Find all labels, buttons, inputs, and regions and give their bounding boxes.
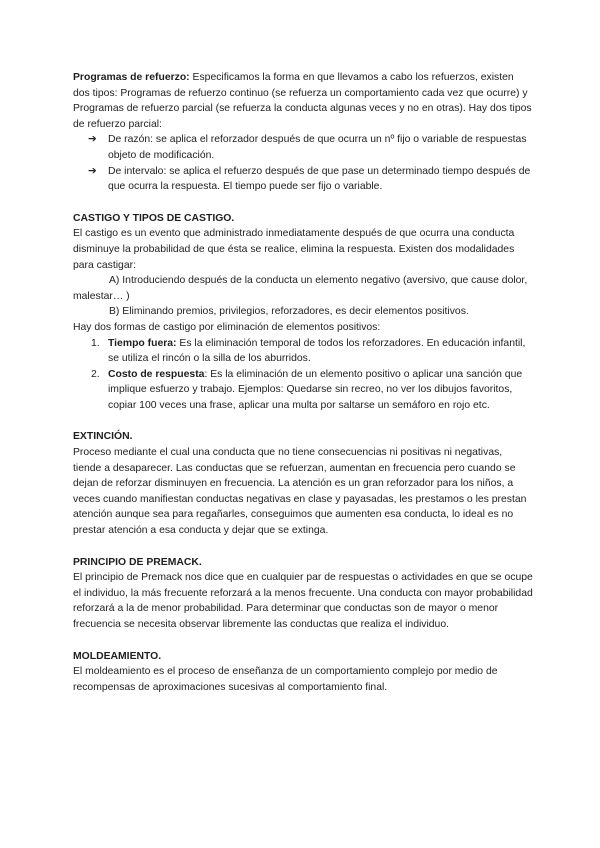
extincion-paragraph: Proceso mediante el cual una conducta que no tiene consecuencias ni positivas ni negativas, tiende a desaparecer. Las conductas que se refuerzan, aumentan en frecuencia pero cuando se dejan de reforzar disminuyen en frecuencia. La atención es un gran reforzador para los niños, a veces cuando manifiestan conductas negativas en clase y payasadas, les prestamos o les prestan atención aunque sea para regañarles, conseguimos que aumenten esa conducta, lo ideal es no prestar atención a esa conducta y dejar que se extinga. bbox=[73, 447, 527, 537]
document-page bbox=[73, 70, 533, 695]
list-text bbox=[108, 336, 533, 367]
list-item bbox=[73, 132, 533, 163]
moldeamiento-heading: MOLDEAMIENTO. bbox=[73, 650, 162, 662]
definition-costo-respuesta: : Es la eliminación de un elemento positivo o aplicar una sanción que implique esfuerzo y trabajo. Ejemplos: Quedarse sin recreo, no ver los dibujos favoritos, copiar 100 veces una frase, aplicar una multa por saltarse un semáforo en rojo etc. bbox=[108, 368, 523, 411]
bullet-text-razon: De razón: se aplica el reforzador después de que ocurra un nº fijo o variable de respuestas objeto de modificación. bbox=[108, 134, 527, 161]
term-tiempo-fuera: Tiempo fuera: bbox=[108, 337, 177, 349]
list-item bbox=[73, 164, 533, 195]
moldeamiento-paragraph: El moldeamiento es el proceso de enseñanza de un comportamiento complejo por medio de recompensas de aproximaciones sucesivas al comportamiento final. bbox=[73, 666, 498, 693]
refuerzo-title: Programas de refuerzo: bbox=[73, 72, 190, 83]
definition-tiempo-fuera: Es la eliminación temporal de todos los reforzadores. En educación infantil, se utiliza el rincón o la silla de los aburridos. bbox=[108, 337, 526, 365]
extincion-heading: EXTINCIÓN. bbox=[73, 431, 133, 443]
arrow-icon: ➔ bbox=[88, 134, 97, 146]
premack-heading: PRINCIPIO DE PREMACK. bbox=[73, 556, 202, 568]
arrow-icon: ➔ bbox=[88, 165, 97, 177]
castigo-paragraph: El castigo es un evento que administrado inmediatamente después de que ocurra una conducta disminuye la probabilidad de que ésta se realice, elimina la respuesta. Existen dos modalidades para castigar: bbox=[73, 228, 515, 271]
term-costo-respuesta: Costo de respuesta bbox=[108, 368, 205, 380]
list-text bbox=[108, 367, 533, 414]
list-number: 1. bbox=[91, 337, 100, 349]
castigo-option-a bbox=[73, 273, 533, 304]
refuerzo-paragraph bbox=[73, 70, 533, 132]
refuerzo-intro: Especificamos la forma en que llevamos a cabo los refuerzos, existen dos tipos: Programas de refuerzo continuo (se refuerza un comportamiento cada vez que ocurre) y Programas de refuerzo parcial (se refuerza la conducta algunas veces y no en otras). Hay dos tipos de refuerzo parcial: bbox=[73, 72, 532, 130]
bullet-text-intervalo: De intervalo: se aplica el refuerzo después de que pase un determinado tiempo después de que ocurra la respuesta. El tiempo puede ser fijo o variable. bbox=[108, 165, 531, 193]
premack-paragraph: El principio de Premack nos dice que en cualquier par de respuestas o actividades en que se ocupe el individuo, la más frecuente reforzará a la menos frecuente. Una conducta con mayor probabilidad reforzará a la de menor probabilidad. Para determinar que conductas son de mayor o menor frecuencia se necesita observar libremente las conductas que realiza el individuo. bbox=[73, 572, 533, 630]
castigo-option-a-text: A) Introduciendo después de la conducta un elemento negativo (aversivo, que cause dolor, malestar… ) bbox=[73, 275, 528, 302]
list-item bbox=[73, 336, 533, 367]
castigo-heading: CASTIGO Y TIPOS DE CASTIGO. bbox=[73, 212, 235, 224]
list-item bbox=[73, 367, 533, 414]
castigo-option-b: B) Eliminando premios, privilegios, reforzadores, es decir elementos positivos. bbox=[109, 306, 469, 318]
castigo-paragraph-2: Hay dos formas de castigo por eliminación de elementos positivos: bbox=[73, 321, 381, 333]
list-number: 2. bbox=[91, 368, 100, 380]
